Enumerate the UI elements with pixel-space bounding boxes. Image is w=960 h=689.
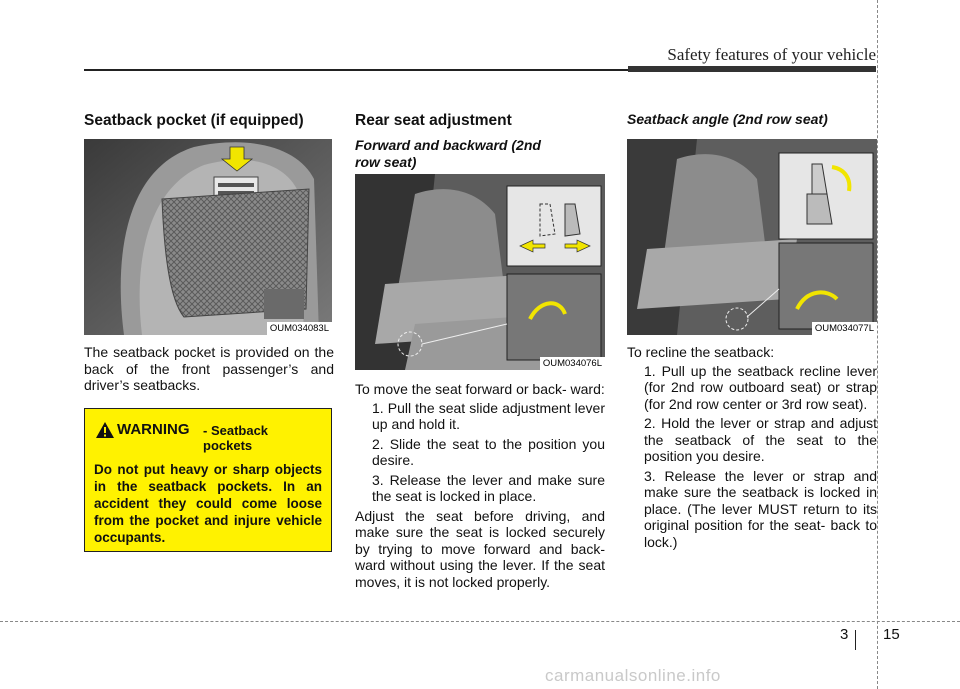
seat-slide-intro: To move the seat forward or back- ward: — [355, 381, 605, 397]
header-bar — [628, 66, 876, 72]
section-heading-seatback-pocket: Seatback pocket (if equipped) — [84, 112, 304, 129]
seat-slide-step-2: 2. Slide the seat to the position you desire. — [372, 435, 605, 468]
seatback-angle-photo — [627, 139, 877, 335]
warning-box — [84, 408, 332, 552]
seat-slide-step-3: 3. Release the lever and make sure the seat is locked in place. — [372, 471, 605, 504]
footer-vertical-rule — [877, 0, 878, 689]
seat-slide-illustration — [355, 174, 605, 370]
watermark: carmanualsonline.info — [545, 666, 721, 685]
seat-slide-outro: Adjust the seat before driving, and make sure the seat is locked securely by trying to move forward and back- ward without using the lever. If the seat moves, it is not locked properly. — [355, 507, 605, 590]
seat-slide-photo — [355, 174, 605, 370]
seatback-angle-illustration — [627, 139, 877, 335]
image-code: OUM034083L — [267, 322, 332, 335]
seatback-angle-step-1: 1. Pull up the seatback recline lever (for 2nd row outboard seat) or strap (for 2nd row center or 3rd row seat). — [644, 362, 877, 412]
seatback-angle-text — [627, 344, 877, 553]
seatback-pocket-text: The seatback pocket is provided on the back of the front passenger’s and driver’s seatbacks. — [84, 344, 334, 393]
image-code: OUM034076L — [540, 357, 605, 370]
subheading-forward-backward: Forward and backward (2nd row seat) — [355, 137, 541, 170]
seatback-pocket-photo — [84, 139, 332, 335]
seatback-angle-step-3: 3. Release the lever or strap and make sure the seatback is locked in place. (The lever MUST return to its original position for the seat- back to lock.) — [644, 467, 877, 550]
running-header: Safety features of your vehicle — [667, 45, 876, 64]
page-number: 15 — [883, 626, 900, 643]
section-number: 3 — [840, 626, 849, 643]
page-separator — [855, 630, 864, 650]
seatback-pocket-illustration — [84, 139, 332, 335]
image-code: OUM034077L — [812, 322, 877, 335]
section-heading-rear-seat-adjustment: Rear seat adjustment — [355, 112, 512, 129]
seatback-angle-intro: To recline the seatback: — [627, 344, 775, 360]
footer-rule — [0, 621, 960, 622]
warning-title: WARNING — [117, 421, 190, 438]
seatback-angle-step-2: 2. Hold the lever or strap and adjust the seatback of the seat to the position you desire. — [644, 415, 877, 464]
seat-slide-step-1: 1. Pull the seat slide adjustment lever up and hold it. — [372, 399, 605, 432]
warning-triangle-icon — [95, 421, 115, 439]
seat-slide-text — [355, 381, 605, 592]
warning-text: Do not put heavy or sharp objects in the seatback pockets. In an accident they could come loose from the pocket and injure vehicle occupants. — [94, 462, 322, 545]
subheading-seatback-angle: Seatback angle (2nd row seat) — [627, 111, 828, 127]
warning-subtitle: - Seatback pockets — [203, 423, 269, 453]
